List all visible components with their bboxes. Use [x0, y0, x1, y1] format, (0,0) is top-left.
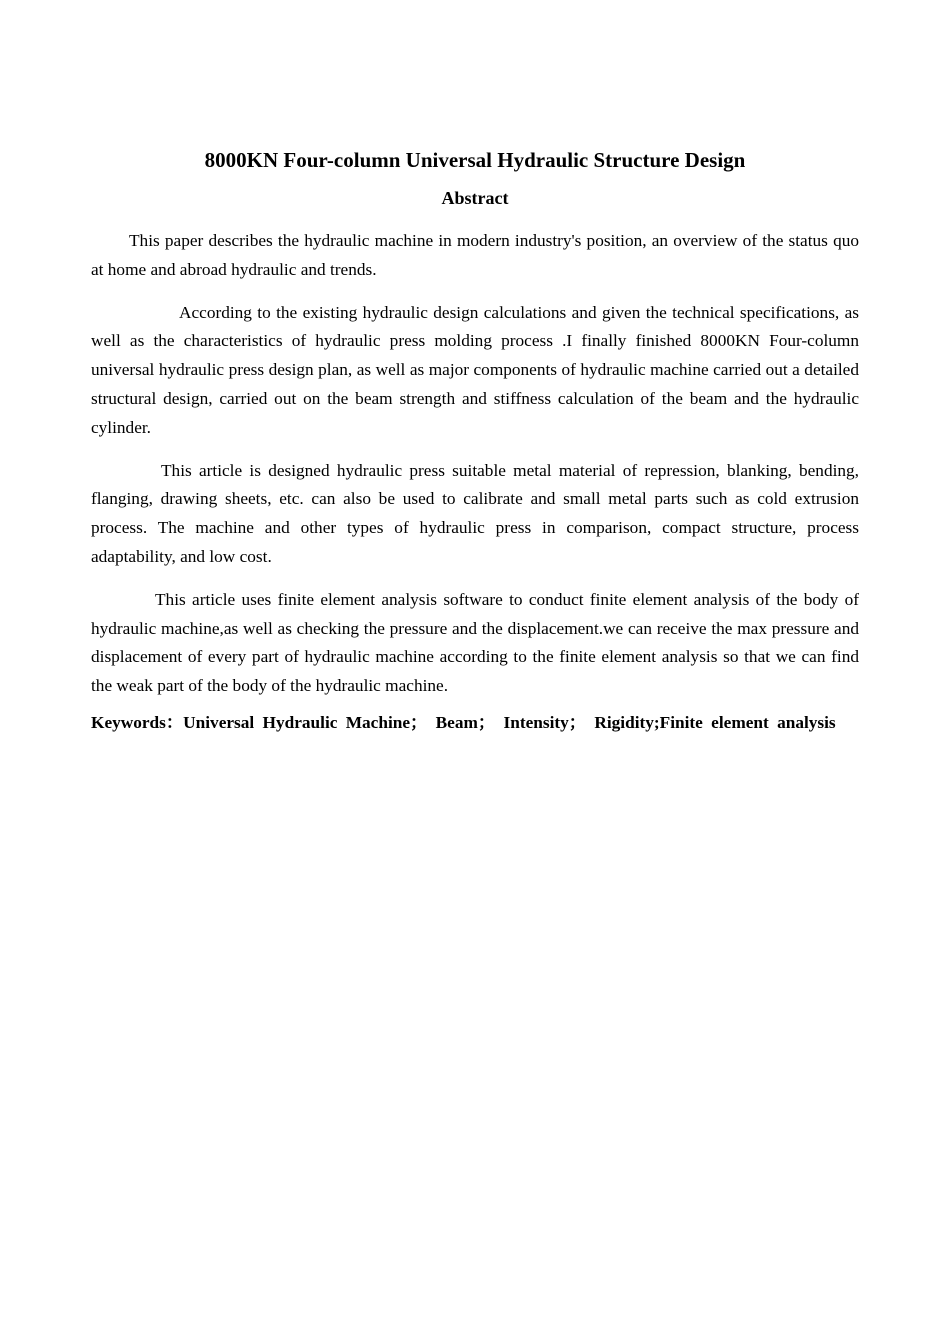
- abstract-paragraph-3: This article is designed hydraulic press suitable metal material of repression, blanking, bending, flanging, drawing sheets, etc. can also be used to calibrate and small metal parts such as cold extrusion process. The machine and other types of hydraulic press in comparison, compact structure, process adaptability, and low cost.: [91, 460, 859, 566]
- document-title: 8000KN Four-column Universal Hydraulic Structure Design: [204, 148, 746, 172]
- abstract-paragraph-4: This article uses finite element analysis software to conduct finite element analysis of the body of hydraulic machine,as well as checking the pressure and the displacement.we can receive the max pressure and displacement of every part of hydraulic machine according to the finite element analysis so that we can find the weak part of the body of the hydraulic machine.: [91, 589, 859, 696]
- keywords-line: [91, 701, 859, 744]
- abstract-heading: Abstract: [441, 188, 509, 208]
- abstract-body: [91, 227, 859, 758]
- abstract-paragraph-1: This paper describes the hydraulic machine in modern industry's position, an overview of the status quo at home and abroad hydraulic and trends.: [91, 231, 859, 279]
- abstract-paragraph-2: According to the existing hydraulic design calculations and given the technical specifications, as well as the characteristics of hydraulic press molding process .I finally finished 8000KN Four-column universal hydraulic press design plan, as well as major components of hydraulic machine carried out a detailed structural design, carried out on the beam strength and stiffness calculation of the beam and the hydraulic cylinder.: [91, 302, 859, 437]
- keywords-text: Keywords：Universal Hydraulic Machine； Beam； Intensity； Rigidity;Finite element analysis: [91, 712, 836, 732]
